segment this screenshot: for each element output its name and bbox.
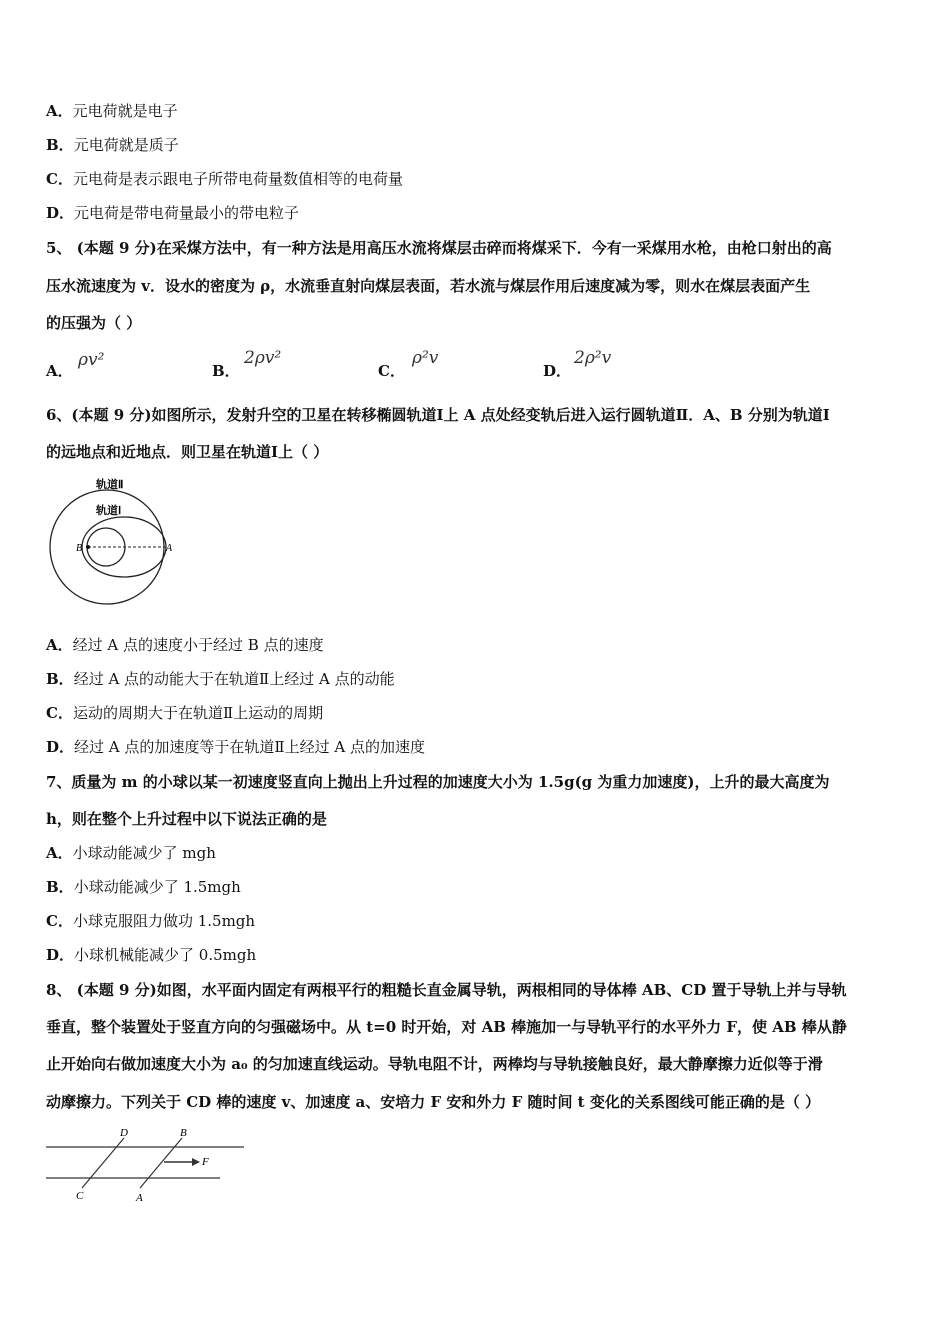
q4-option-b: B．元电荷就是质子 (46, 136, 179, 154)
label-d: D (120, 1127, 128, 1139)
q6-option-c: C．运动的周期大于在轨道Ⅱ上运动的周期 (46, 704, 324, 722)
q7-option-c: C．小球克服阻力做功 1.5mgh (46, 912, 256, 930)
q5-option-b-formula: 2ρv² (244, 348, 282, 368)
q5-option-a-formula: ρv² (78, 350, 105, 370)
q5-stem-line3: 的压强为（ ） (46, 314, 142, 332)
q5-option-b-label: B． (212, 362, 240, 380)
q5-option-c-formula: ρ²v (412, 348, 439, 368)
rod-ab (140, 1138, 182, 1188)
point-b-label: B (76, 543, 83, 554)
label-b: B (180, 1127, 187, 1139)
q8-stem-line3: 止开始向右做加速度大小为 a₀ 的匀加速直线运动。导轨电阻不计，两棒均与导轨接触良好，最大静摩擦力近似等于滑 (46, 1055, 823, 1073)
label-a: A (136, 1192, 143, 1204)
q8-stem-line4: 动摩擦力。下列关于 CD 棒的速度 v、加速度 a、安培力 F 安和外力 F 随时间 t 变化的关系图线可能正确的是（ ） (46, 1093, 821, 1111)
q7-stem-line2: h，则在整个上升过程中以下说法正确的是 (46, 810, 327, 828)
q7-stem-line1: 7、质量为 m 的小球以某一初速度竖直向上抛出上升过程的加速度大小为 1.5g(g 为重力加速度)，上升的最大高度为 (46, 773, 830, 791)
point-b-dot (86, 545, 90, 549)
q6-stem-line2: 的远地点和近地点．则卫星在轨道Ⅰ上（ ） (46, 443, 329, 461)
q5-option-c-label: C． (378, 362, 405, 380)
orbit-ii-label: 轨道Ⅱ (96, 479, 124, 491)
q5-option-d-label: D． (543, 362, 572, 380)
orbit-i-label: 轨道Ⅰ (96, 505, 122, 517)
q4-option-d: D．元电荷是带电荷量最小的带电粒子 (46, 204, 300, 222)
q7-option-d: D．小球机械能减少了 0.5mgh (46, 946, 257, 964)
q7-option-b: B．小球动能减少了 1.5mgh (46, 878, 241, 896)
q5-stem-line1: 5、 (本题 9 分)在采煤方法中，有一种方法是用高压水流将煤层击碎而将煤采下．今有一采煤用水枪，由枪口射出的高 (46, 239, 832, 257)
q6-stem-line1: 6、(本题 9 分)如图所示，发射升空的卫星在转移椭圆轨道Ⅰ上 A 点处经变轨后进入运行圆轨道Ⅱ．A、B 分别为轨道Ⅰ (46, 406, 830, 424)
q6-option-d: D．经过 A 点的加速度等于在轨道Ⅱ上经过 A 点的加速度 (46, 738, 425, 756)
q8-stem-line1: 8、 (本题 9 分)如图，水平面内固定有两根平行的粗糙长直金属导轨，两根相同的导体棒 AB、CD 置于导轨上并与导轨 (46, 981, 847, 999)
force-arrow-head (192, 1158, 200, 1166)
q4-option-c: C．元电荷是表示跟电子所带电荷量数值相等的电荷量 (46, 170, 403, 188)
label-c: C (76, 1190, 84, 1202)
orbit-figure (44, 474, 184, 610)
q5-stem-line2: 压水流速度为 v．设水的密度为 ρ，水流垂直射向煤层表面，若水流与煤层作用后速度减为零，则水在煤层表面产生 (46, 277, 811, 295)
q8-stem-line2: 垂直，整个装置处于竖直方向的匀强磁场中。从 t=0 时开始，对 AB 棒施加一与导轨平行的水平外力 F，使 AB 棒从静 (46, 1018, 847, 1036)
q6-option-a: A．经过 A 点的速度小于经过 B 点的速度 (46, 636, 324, 654)
rod-cd (82, 1138, 124, 1188)
q7-option-a: A．小球动能减少了 mgh (46, 844, 216, 862)
rails-figure (44, 1124, 248, 1208)
q5-option-a-label: A． (46, 362, 73, 380)
q5-option-d-formula: 2ρ²v (574, 348, 612, 368)
point-a-label: A (166, 543, 173, 554)
q4-option-a: A．元电荷就是电子 (46, 102, 178, 120)
q6-option-b: B．经过 A 点的动能大于在轨道Ⅱ上经过 A 点的动能 (46, 670, 395, 688)
label-f: F (202, 1156, 209, 1168)
